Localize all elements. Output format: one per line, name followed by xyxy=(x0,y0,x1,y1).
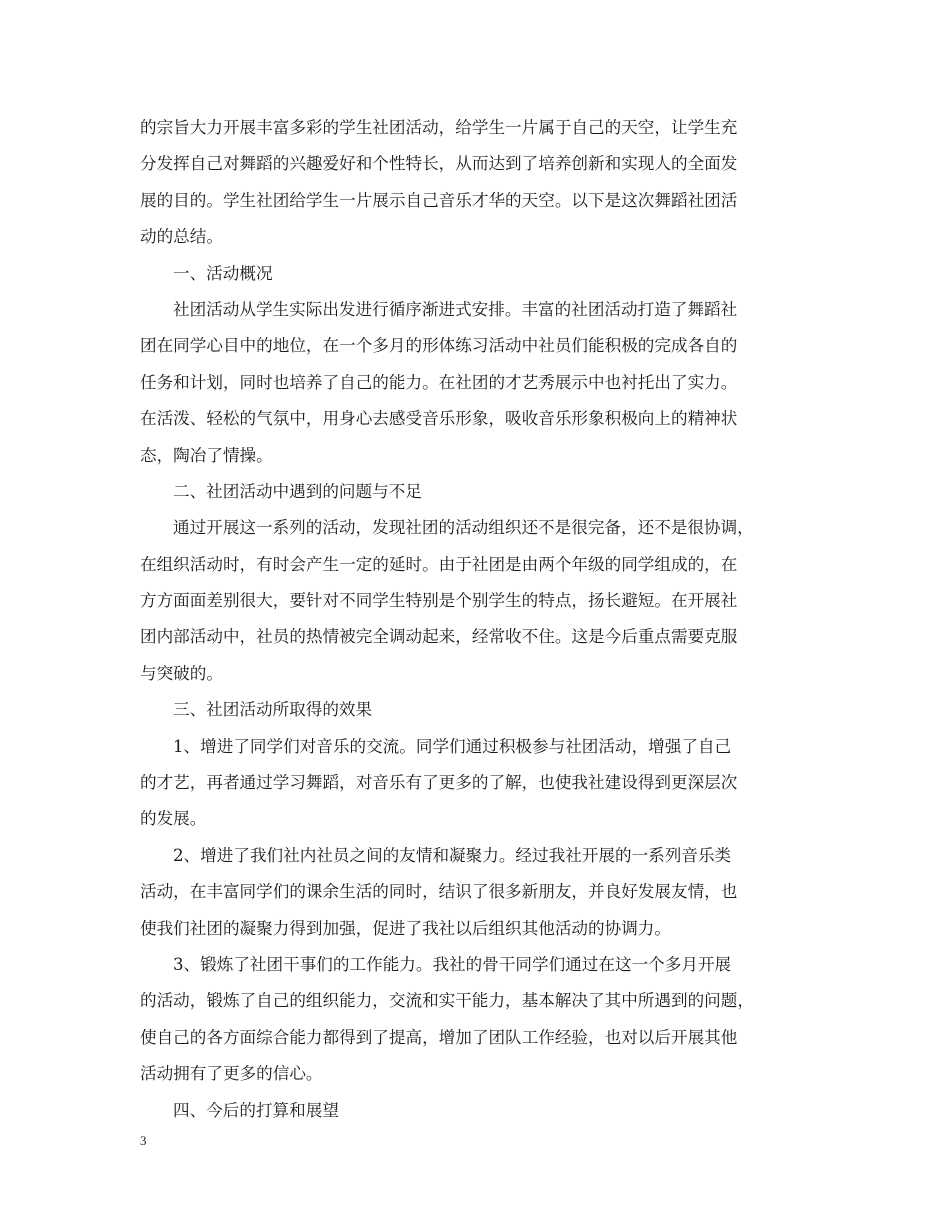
text-line: 通过开展这一系列的活动，发现社团的活动组织还不是很完备，还不是很协调， xyxy=(173,518,754,538)
text-line: 二、社团活动中遇到的问题与不足 xyxy=(173,481,422,501)
text-line: 动的总结。 xyxy=(140,227,223,247)
text-line: 使自己的各方面综合能力都得到了提高，增加了团队工作经验，也对以后开展其他 xyxy=(140,1027,738,1047)
text-line: 在活泼、轻松的气氛中，用身心去感受音乐形象，吸收音乐形象积极向上的精神状 xyxy=(140,409,738,429)
text-line: 三、社团活动所取得的效果 xyxy=(173,700,373,720)
text-line: 的宗旨大力开展丰富多彩的学生社团活动，给学生一片属于自己的天空，让学生充 xyxy=(140,118,738,137)
text-line: 团内部活动中，社员的热情被完全调动起来，经常收不住。这是今后重点需要克服 xyxy=(140,627,738,647)
text-line: 与突破的。 xyxy=(140,663,223,683)
text-line: 3、锻炼了社团干事们的工作能力。我社的骨干同学们通过在这一个多月开展 xyxy=(173,954,732,974)
text-line: 在组织活动时，有时会产生一定的延时。由于社团是由两个年级的同学组成的，在 xyxy=(140,554,738,574)
text-line: 态，陶冶了情操。 xyxy=(140,445,273,465)
page-number: 3 xyxy=(140,1133,147,1148)
text-line: 方方面面差别很大，要针对不同学生特别是个别学生的特点，扬长避短。在开展社 xyxy=(140,591,738,611)
text-line: 的才艺，再者通过学习舞蹈，对音乐有了更多的了解，也使我社建设得到更深层次 xyxy=(140,773,738,793)
text-line: 一、活动概况 xyxy=(173,263,273,283)
text-line: 活动拥有了更多的信心。 xyxy=(140,1064,323,1084)
text-line: 四、今后的打算和展望 xyxy=(173,1100,339,1120)
document-body xyxy=(140,110,812,1129)
text-line: 分发挥自己对舞蹈的兴趣爱好和个性特长，从而达到了培养创新和实现人的全面发 xyxy=(140,154,738,174)
text-line: 的活动，锻炼了自己的组织能力，交流和实干能力，基本解决了其中所遇到的问题， xyxy=(140,991,754,1011)
text-line: 社团活动从学生实际出发进行循序渐进式安排。丰富的社团活动打造了舞蹈社 xyxy=(173,299,738,319)
text-line: 活动，在丰富同学们的课余生活的同时，结识了很多新朋友，并良好发展友情，也 xyxy=(140,882,738,902)
text-line: 1、增进了同学们对音乐的交流。同学们通过积极参与社团活动，增强了自己 xyxy=(173,736,732,756)
text-line: 2、增进了我们社内社员之间的友情和凝聚力。经过我社开展的一系列音乐类 xyxy=(173,845,732,865)
text-line: 团在同学心目中的地位，在一个多月的形体练习活动中社员们能积极的完成各自的 xyxy=(140,336,738,356)
text-line: 任务和计划，同时也培养了自己的能力。在社团的才艺秀展示中也衬托出了实力。 xyxy=(140,372,738,392)
text-line: 使我们社团的凝聚力得到加强，促进了我社以后组织其他活动的协调力。 xyxy=(140,918,671,938)
text-line: 展的目的。学生社团给学生一片展示自己音乐才华的天空。以下是这次舞蹈社团活 xyxy=(140,190,738,210)
text-line: 的发展。 xyxy=(140,809,207,829)
